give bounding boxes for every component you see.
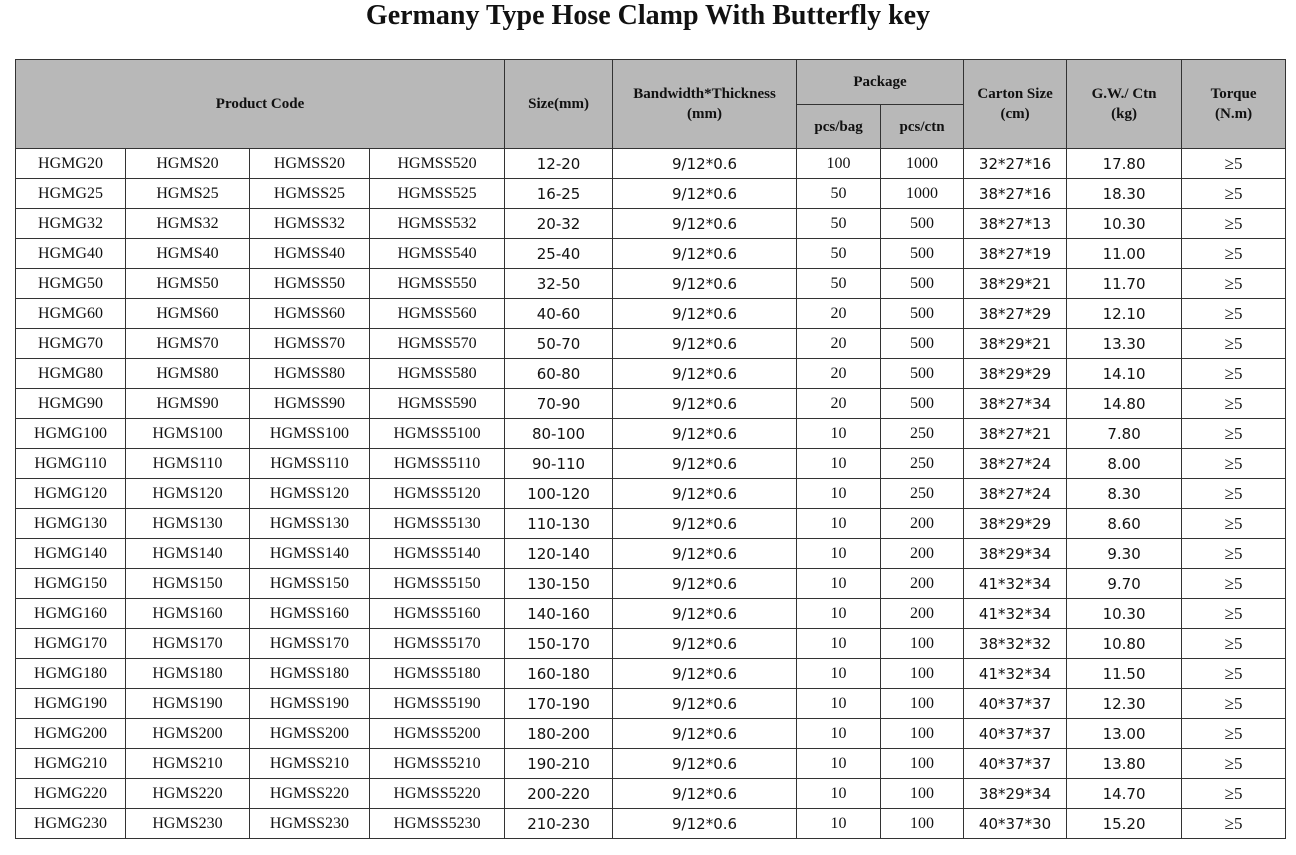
cell-pcs-bag: 10 (797, 449, 881, 479)
table-row (16, 149, 1286, 179)
cell-code-g: HGMG50 (16, 269, 126, 299)
cell-code-g: HGMG200 (16, 719, 126, 749)
cell-bandwidth: 9/12*0.6 (613, 509, 797, 539)
cell-code-ss: HGMSS32 (250, 209, 370, 239)
cell-gross-weight: 13.00 (1067, 719, 1182, 749)
cell-code-ss5: HGMSS5220 (370, 779, 505, 809)
cell-code-ss: HGMSS220 (250, 779, 370, 809)
cell-pcs-bag: 10 (797, 689, 881, 719)
cell-size: 60-80 (505, 359, 613, 389)
cell-size: 180-200 (505, 719, 613, 749)
cell-size: 130-150 (505, 569, 613, 599)
cell-gross-weight: 10.30 (1067, 209, 1182, 239)
cell-code-s: HGMS100 (126, 419, 250, 449)
cell-torque: ≥5 (1182, 389, 1286, 419)
cell-code-ss: HGMSS110 (250, 449, 370, 479)
cell-pcs-bag: 100 (797, 149, 881, 179)
cell-carton-size: 38*32*32 (964, 629, 1067, 659)
cell-pcs-bag: 10 (797, 539, 881, 569)
cell-carton-size: 38*29*34 (964, 779, 1067, 809)
cell-code-s: HGMS50 (126, 269, 250, 299)
cell-size: 190-210 (505, 749, 613, 779)
table-row (16, 569, 1286, 599)
cell-pcs-bag: 50 (797, 269, 881, 299)
table-body (16, 149, 1286, 839)
cell-code-g: HGMG160 (16, 599, 126, 629)
table-row (16, 659, 1286, 689)
cell-gross-weight: 15.20 (1067, 809, 1182, 839)
cell-pcs-ctn: 100 (881, 749, 964, 779)
cell-bandwidth: 9/12*0.6 (613, 689, 797, 719)
cell-code-s: HGMS60 (126, 299, 250, 329)
cell-pcs-ctn: 500 (881, 209, 964, 239)
header-carton-line2: (cm) (1000, 106, 1030, 122)
cell-pcs-ctn: 100 (881, 719, 964, 749)
cell-bandwidth: 9/12*0.6 (613, 419, 797, 449)
cell-pcs-bag: 10 (797, 629, 881, 659)
cell-bandwidth: 9/12*0.6 (613, 539, 797, 569)
cell-gross-weight: 11.70 (1067, 269, 1182, 299)
cell-carton-size: 38*27*24 (964, 479, 1067, 509)
cell-gross-weight: 10.30 (1067, 599, 1182, 629)
cell-code-ss5: HGMSS5150 (370, 569, 505, 599)
cell-code-g: HGMG210 (16, 749, 126, 779)
cell-gross-weight: 8.00 (1067, 449, 1182, 479)
table-row (16, 269, 1286, 299)
cell-code-s: HGMS80 (126, 359, 250, 389)
cell-pcs-ctn: 250 (881, 419, 964, 449)
cell-code-ss5: HGMSS532 (370, 209, 505, 239)
cell-gross-weight: 12.10 (1067, 299, 1182, 329)
table-row (16, 299, 1286, 329)
cell-size: 150-170 (505, 629, 613, 659)
cell-code-ss: HGMSS100 (250, 419, 370, 449)
cell-bandwidth: 9/12*0.6 (613, 239, 797, 269)
cell-torque: ≥5 (1182, 509, 1286, 539)
cell-gross-weight: 12.30 (1067, 689, 1182, 719)
cell-bandwidth: 9/12*0.6 (613, 479, 797, 509)
cell-carton-size: 32*27*16 (964, 149, 1067, 179)
cell-carton-size: 38*27*34 (964, 389, 1067, 419)
cell-pcs-ctn: 200 (881, 509, 964, 539)
cell-torque: ≥5 (1182, 269, 1286, 299)
cell-code-s: HGMS180 (126, 659, 250, 689)
cell-bandwidth: 9/12*0.6 (613, 749, 797, 779)
header-bandwidth (613, 60, 797, 149)
cell-code-ss5: HGMSS525 (370, 179, 505, 209)
table-row (16, 539, 1286, 569)
cell-code-ss5: HGMSS580 (370, 359, 505, 389)
cell-pcs-ctn: 100 (881, 659, 964, 689)
cell-gross-weight: 9.30 (1067, 539, 1182, 569)
cell-carton-size: 38*27*16 (964, 179, 1067, 209)
cell-size: 90-110 (505, 449, 613, 479)
table-row (16, 749, 1286, 779)
cell-code-ss5: HGMSS5180 (370, 659, 505, 689)
cell-code-s: HGMS120 (126, 479, 250, 509)
cell-code-g: HGMG140 (16, 539, 126, 569)
page-title: Germany Type Hose Clamp With Butterfly key (365, 0, 931, 31)
cell-pcs-bag: 20 (797, 299, 881, 329)
cell-size: 70-90 (505, 389, 613, 419)
cell-gross-weight: 18.30 (1067, 179, 1182, 209)
cell-code-ss: HGMSS140 (250, 539, 370, 569)
cell-size: 120-140 (505, 539, 613, 569)
cell-bandwidth: 9/12*0.6 (613, 269, 797, 299)
cell-pcs-ctn: 100 (881, 779, 964, 809)
cell-pcs-ctn: 500 (881, 269, 964, 299)
cell-pcs-ctn: 200 (881, 569, 964, 599)
cell-code-g: HGMG220 (16, 779, 126, 809)
cell-gross-weight: 8.30 (1067, 479, 1182, 509)
cell-torque: ≥5 (1182, 179, 1286, 209)
cell-size: 200-220 (505, 779, 613, 809)
table-row (16, 779, 1286, 809)
cell-gross-weight: 9.70 (1067, 569, 1182, 599)
cell-code-ss5: HGMSS590 (370, 389, 505, 419)
cell-code-g: HGMG150 (16, 569, 126, 599)
cell-pcs-ctn: 500 (881, 239, 964, 269)
cell-torque: ≥5 (1182, 629, 1286, 659)
header-product-code: Product Code (16, 60, 505, 149)
cell-size: 80-100 (505, 419, 613, 449)
cell-size: 140-160 (505, 599, 613, 629)
table-row (16, 419, 1286, 449)
cell-pcs-ctn: 500 (881, 389, 964, 419)
cell-pcs-ctn: 500 (881, 299, 964, 329)
header-size: Size(mm) (505, 60, 613, 149)
cell-bandwidth: 9/12*0.6 (613, 719, 797, 749)
cell-code-g: HGMG25 (16, 179, 126, 209)
cell-code-g: HGMG230 (16, 809, 126, 839)
cell-torque: ≥5 (1182, 329, 1286, 359)
cell-code-ss: HGMSS230 (250, 809, 370, 839)
cell-code-s: HGMS160 (126, 599, 250, 629)
table-row (16, 389, 1286, 419)
cell-gross-weight: 10.80 (1067, 629, 1182, 659)
header-carton-line1: Carton Size (977, 86, 1053, 102)
header-gw-line1: G.W./ Ctn (1091, 86, 1157, 102)
cell-code-g: HGMG32 (16, 209, 126, 239)
cell-torque: ≥5 (1182, 599, 1286, 629)
cell-code-g: HGMG180 (16, 659, 126, 689)
cell-code-ss5: HGMSS5120 (370, 479, 505, 509)
cell-bandwidth: 9/12*0.6 (613, 809, 797, 839)
cell-code-ss5: HGMSS560 (370, 299, 505, 329)
cell-pcs-ctn: 100 (881, 809, 964, 839)
cell-torque: ≥5 (1182, 149, 1286, 179)
cell-carton-size: 38*27*13 (964, 209, 1067, 239)
cell-code-s: HGMS230 (126, 809, 250, 839)
cell-bandwidth: 9/12*0.6 (613, 449, 797, 479)
cell-gross-weight: 13.30 (1067, 329, 1182, 359)
cell-size: 50-70 (505, 329, 613, 359)
header-torque-line2: (N.m) (1215, 106, 1253, 122)
cell-torque: ≥5 (1182, 299, 1286, 329)
cell-bandwidth: 9/12*0.6 (613, 359, 797, 389)
cell-code-s: HGMS70 (126, 329, 250, 359)
cell-code-s: HGMS20 (126, 149, 250, 179)
cell-gross-weight: 17.80 (1067, 149, 1182, 179)
table-row (16, 509, 1286, 539)
cell-code-ss: HGMSS150 (250, 569, 370, 599)
cell-code-g: HGMG170 (16, 629, 126, 659)
cell-gross-weight: 8.60 (1067, 509, 1182, 539)
cell-carton-size: 38*27*19 (964, 239, 1067, 269)
cell-size: 100-120 (505, 479, 613, 509)
header-gw-line2: (kg) (1111, 106, 1137, 122)
cell-gross-weight: 13.80 (1067, 749, 1182, 779)
table-row (16, 629, 1286, 659)
cell-code-ss5: HGMSS5230 (370, 809, 505, 839)
cell-pcs-ctn: 1000 (881, 149, 964, 179)
cell-pcs-ctn: 100 (881, 689, 964, 719)
header-bandwidth-line1: Bandwidth*Thickness (633, 86, 776, 102)
cell-code-ss5: HGMSS5190 (370, 689, 505, 719)
cell-torque: ≥5 (1182, 449, 1286, 479)
cell-size: 12-20 (505, 149, 613, 179)
cell-size: 170-190 (505, 689, 613, 719)
table-row (16, 359, 1286, 389)
cell-bandwidth: 9/12*0.6 (613, 629, 797, 659)
cell-code-s: HGMS220 (126, 779, 250, 809)
cell-code-s: HGMS190 (126, 689, 250, 719)
cell-code-ss: HGMSS170 (250, 629, 370, 659)
cell-code-s: HGMS90 (126, 389, 250, 419)
header-torque (1182, 60, 1286, 149)
cell-code-ss: HGMSS40 (250, 239, 370, 269)
cell-pcs-ctn: 100 (881, 629, 964, 659)
cell-code-ss5: HGMSS5170 (370, 629, 505, 659)
cell-carton-size: 38*27*29 (964, 299, 1067, 329)
header-gross-weight (1067, 60, 1182, 149)
cell-code-ss5: HGMSS550 (370, 269, 505, 299)
cell-bandwidth: 9/12*0.6 (613, 389, 797, 419)
cell-code-g: HGMG110 (16, 449, 126, 479)
cell-bandwidth: 9/12*0.6 (613, 569, 797, 599)
cell-carton-size: 40*37*37 (964, 689, 1067, 719)
cell-pcs-ctn: 200 (881, 599, 964, 629)
cell-bandwidth: 9/12*0.6 (613, 779, 797, 809)
cell-carton-size: 41*32*34 (964, 569, 1067, 599)
cell-size: 25-40 (505, 239, 613, 269)
cell-code-ss5: HGMSS5100 (370, 419, 505, 449)
cell-size: 160-180 (505, 659, 613, 689)
cell-code-ss: HGMSS20 (250, 149, 370, 179)
cell-pcs-bag: 10 (797, 569, 881, 599)
cell-size: 110-130 (505, 509, 613, 539)
header-package: Package (797, 60, 964, 105)
cell-code-g: HGMG190 (16, 689, 126, 719)
cell-carton-size: 41*32*34 (964, 659, 1067, 689)
cell-code-s: HGMS25 (126, 179, 250, 209)
cell-pcs-ctn: 250 (881, 449, 964, 479)
cell-code-ss5: HGMSS5200 (370, 719, 505, 749)
cell-code-ss: HGMSS25 (250, 179, 370, 209)
cell-code-s: HGMS150 (126, 569, 250, 599)
cell-pcs-bag: 10 (797, 509, 881, 539)
cell-code-g: HGMG90 (16, 389, 126, 419)
table-row (16, 449, 1286, 479)
cell-torque: ≥5 (1182, 239, 1286, 269)
cell-carton-size: 40*37*37 (964, 749, 1067, 779)
table-row (16, 239, 1286, 269)
table-row (16, 329, 1286, 359)
cell-pcs-bag: 10 (797, 809, 881, 839)
cell-carton-size: 38*27*24 (964, 449, 1067, 479)
cell-pcs-ctn: 500 (881, 329, 964, 359)
cell-code-s: HGMS210 (126, 749, 250, 779)
cell-gross-weight: 11.00 (1067, 239, 1182, 269)
cell-bandwidth: 9/12*0.6 (613, 659, 797, 689)
cell-carton-size: 38*29*21 (964, 329, 1067, 359)
cell-carton-size: 38*29*21 (964, 269, 1067, 299)
cell-carton-size: 40*37*37 (964, 719, 1067, 749)
cell-bandwidth: 9/12*0.6 (613, 209, 797, 239)
cell-code-s: HGMS200 (126, 719, 250, 749)
cell-pcs-bag: 50 (797, 239, 881, 269)
table-row (16, 479, 1286, 509)
cell-carton-size: 41*32*34 (964, 599, 1067, 629)
cell-carton-size: 38*27*21 (964, 419, 1067, 449)
cell-torque: ≥5 (1182, 809, 1286, 839)
cell-code-ss5: HGMSS520 (370, 149, 505, 179)
cell-pcs-bag: 10 (797, 659, 881, 689)
cell-gross-weight: 11.50 (1067, 659, 1182, 689)
cell-pcs-bag: 10 (797, 479, 881, 509)
cell-size: 20-32 (505, 209, 613, 239)
cell-code-ss5: HGMSS5210 (370, 749, 505, 779)
cell-gross-weight: 14.10 (1067, 359, 1182, 389)
cell-code-s: HGMS170 (126, 629, 250, 659)
table-row (16, 599, 1286, 629)
cell-code-ss5: HGMSS540 (370, 239, 505, 269)
table-row (16, 809, 1286, 839)
cell-gross-weight: 7.80 (1067, 419, 1182, 449)
cell-torque: ≥5 (1182, 209, 1286, 239)
cell-size: 210-230 (505, 809, 613, 839)
spec-table (15, 59, 1286, 839)
cell-code-g: HGMG20 (16, 149, 126, 179)
cell-carton-size: 38*29*29 (964, 359, 1067, 389)
cell-torque: ≥5 (1182, 689, 1286, 719)
table-row (16, 719, 1286, 749)
cell-code-ss5: HGMSS5110 (370, 449, 505, 479)
table-header (16, 60, 1286, 149)
cell-code-ss: HGMSS50 (250, 269, 370, 299)
cell-bandwidth: 9/12*0.6 (613, 179, 797, 209)
cell-code-ss: HGMSS80 (250, 359, 370, 389)
cell-code-ss: HGMSS70 (250, 329, 370, 359)
cell-code-g: HGMG40 (16, 239, 126, 269)
table-row (16, 209, 1286, 239)
cell-code-ss5: HGMSS570 (370, 329, 505, 359)
header-torque-line1: Torque (1210, 86, 1257, 102)
header-carton-size (964, 60, 1067, 149)
cell-torque: ≥5 (1182, 479, 1286, 509)
cell-code-ss: HGMSS210 (250, 749, 370, 779)
cell-code-ss: HGMSS160 (250, 599, 370, 629)
cell-code-s: HGMS130 (126, 509, 250, 539)
header-bandwidth-line2: (mm) (687, 106, 723, 122)
header-pcs-bag: pcs/bag (797, 105, 881, 149)
cell-pcs-bag: 10 (797, 719, 881, 749)
cell-pcs-bag: 20 (797, 359, 881, 389)
cell-code-g: HGMG120 (16, 479, 126, 509)
cell-bandwidth: 9/12*0.6 (613, 599, 797, 629)
cell-code-ss: HGMSS120 (250, 479, 370, 509)
cell-pcs-bag: 20 (797, 389, 881, 419)
cell-pcs-bag: 10 (797, 599, 881, 629)
cell-code-ss5: HGMSS5160 (370, 599, 505, 629)
header-pcs-ctn: pcs/ctn (881, 105, 964, 149)
table-row (16, 179, 1286, 209)
cell-torque: ≥5 (1182, 779, 1286, 809)
cell-code-ss: HGMSS200 (250, 719, 370, 749)
table-row (16, 689, 1286, 719)
cell-code-ss5: HGMSS5140 (370, 539, 505, 569)
cell-pcs-bag: 10 (797, 749, 881, 779)
cell-code-g: HGMG130 (16, 509, 126, 539)
cell-torque: ≥5 (1182, 569, 1286, 599)
cell-gross-weight: 14.80 (1067, 389, 1182, 419)
cell-code-ss5: HGMSS5130 (370, 509, 505, 539)
cell-code-s: HGMS40 (126, 239, 250, 269)
cell-torque: ≥5 (1182, 749, 1286, 779)
cell-pcs-ctn: 1000 (881, 179, 964, 209)
cell-pcs-bag: 50 (797, 209, 881, 239)
cell-size: 40-60 (505, 299, 613, 329)
cell-pcs-bag: 10 (797, 779, 881, 809)
cell-carton-size: 38*29*34 (964, 539, 1067, 569)
cell-code-g: HGMG70 (16, 329, 126, 359)
cell-torque: ≥5 (1182, 419, 1286, 449)
cell-size: 32-50 (505, 269, 613, 299)
cell-bandwidth: 9/12*0.6 (613, 299, 797, 329)
cell-code-g: HGMG60 (16, 299, 126, 329)
cell-pcs-ctn: 250 (881, 479, 964, 509)
cell-pcs-ctn: 200 (881, 539, 964, 569)
cell-code-ss: HGMSS60 (250, 299, 370, 329)
cell-code-s: HGMS110 (126, 449, 250, 479)
cell-pcs-bag: 10 (797, 419, 881, 449)
cell-code-ss: HGMSS90 (250, 389, 370, 419)
cell-gross-weight: 14.70 (1067, 779, 1182, 809)
cell-code-ss: HGMSS190 (250, 689, 370, 719)
cell-pcs-bag: 50 (797, 179, 881, 209)
cell-carton-size: 38*29*29 (964, 509, 1067, 539)
cell-carton-size: 40*37*30 (964, 809, 1067, 839)
cell-code-s: HGMS32 (126, 209, 250, 239)
cell-size: 16-25 (505, 179, 613, 209)
cell-torque: ≥5 (1182, 539, 1286, 569)
cell-bandwidth: 9/12*0.6 (613, 149, 797, 179)
cell-code-g: HGMG80 (16, 359, 126, 389)
cell-code-s: HGMS140 (126, 539, 250, 569)
cell-bandwidth: 9/12*0.6 (613, 329, 797, 359)
cell-code-g: HGMG100 (16, 419, 126, 449)
cell-torque: ≥5 (1182, 659, 1286, 689)
cell-pcs-bag: 20 (797, 329, 881, 359)
cell-pcs-ctn: 500 (881, 359, 964, 389)
cell-code-ss: HGMSS180 (250, 659, 370, 689)
cell-code-ss: HGMSS130 (250, 509, 370, 539)
cell-torque: ≥5 (1182, 719, 1286, 749)
cell-torque: ≥5 (1182, 359, 1286, 389)
